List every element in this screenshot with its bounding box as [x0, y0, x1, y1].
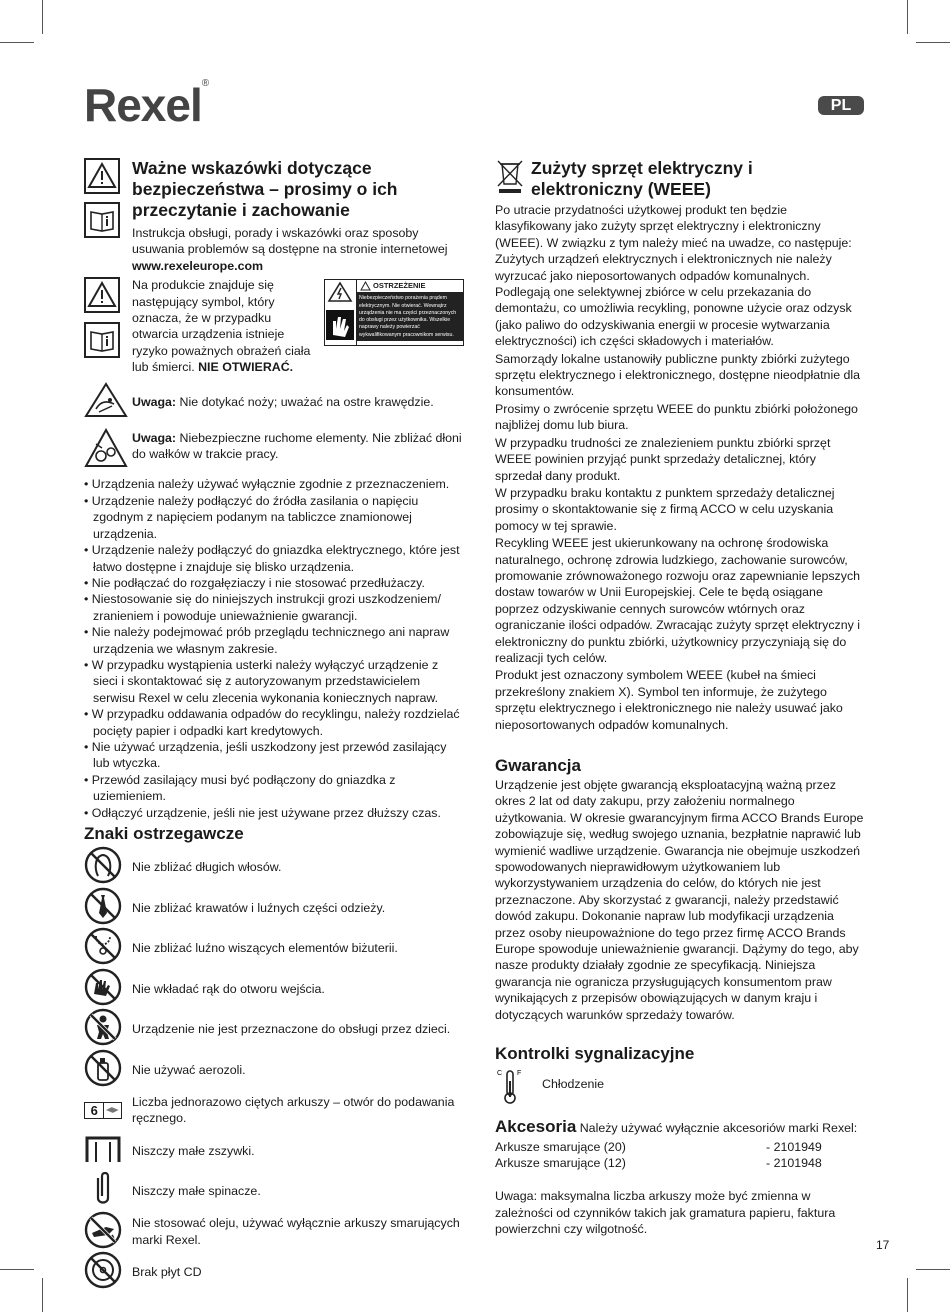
- sign-row: [84, 888, 464, 929]
- warn1-label: Uwaga:: [132, 394, 177, 409]
- electric-warning-icon: [325, 280, 355, 304]
- svg-text:C: C: [497, 1070, 503, 1078]
- no-tie-icon: [84, 887, 122, 925]
- sign-text: Nie zbliżać długich włosów.: [132, 860, 282, 875]
- list-item: Arkusze smarujące (20) - 2101949: [495, 1139, 822, 1154]
- staple-icon: [84, 1134, 122, 1164]
- paperclip-icon: [84, 1170, 122, 1208]
- no-aerosol-icon: [84, 1049, 122, 1087]
- list-item: • Nie należy podejmować prób przeglądu technicznego ani napraw urządzenia we własnym zakresie.: [84, 625, 450, 656]
- accessories-note: Uwaga: maksymalna liczba arkuszy może być zmienna w zależności od czynników takich jak gramatura papieru, faktura powierzchni czy wilgotność.: [495, 1189, 836, 1237]
- language-badge: PL: [818, 96, 864, 115]
- no-oil-icon: [84, 1211, 122, 1249]
- safety-header: [84, 158, 464, 274]
- no-jewellery-icon: [84, 927, 122, 965]
- warn2-label: Uwaga:: [132, 431, 177, 446]
- signs-list: [84, 847, 464, 1293]
- sign-row: [84, 1212, 464, 1253]
- crop-mark: [916, 1269, 950, 1270]
- crop-mark: [0, 1269, 34, 1270]
- weee-paragraph: Recykling WEEE jest ukierunkowany na ochronę środowiska naturalnego, ochronę zdrowia ludzkiego, zachowanie surowców, promowanie zrównoważonego rozwoju oraz zapewnianie lepszych dostaw towarów w Unii Europejskiej. Cele te będą osiągane poprzez odzyskiwanie cennych surowców wtórnych oraz ograniczanie ilości odpadów. Zwracając zużyty sprzęt elektryczny i elektroniczny do punktu zbiórki, użytkownicy przyczyniają się do realizacji tych celów.: [495, 536, 861, 665]
- sign-row: [84, 1050, 464, 1091]
- left-column: [84, 158, 464, 1293]
- safety-title: Ważne wskazówki dotyczące bezpieczeństwa – prosimy o ich przeczytanie i zachowanie: [132, 158, 398, 220]
- manual-icon: [84, 202, 120, 238]
- weee-body: [495, 202, 865, 733]
- accessories-subtitle: Należy używać wyłącznie akcesoriów marki Rexel:: [579, 1121, 858, 1136]
- warn2-text: Niebezpieczne ruchome elementy. Nie zbliżać dłoni do wałków w trakcie pracy.: [132, 431, 462, 462]
- sheet-capacity-badge: 6: [85, 1103, 104, 1118]
- sharp-blade-icon: [84, 382, 128, 418]
- list-item: • Przewód zasilający musi być podłączony do gniazdka z uziemieniem.: [84, 772, 396, 804]
- sign-text: Nie zbliżać luźno wiszących elementów biżuterii.: [132, 941, 398, 956]
- weee-paragraph: Po utracie przydatności użytkowej produkt ten będzie klasyfikowany jako zużyty sprzęt elektryczny i elektroniczny (WEEE). W związku z tym należy mieć na uwadze, co następuje: Zużytych urządzeń elektrycznych i elektronicznych nie należy wyrzucać jako nieposortowanych odpadów komunalnych. Podlegają one selektywnej zbiórce w celu przekazania do demontażu, co umożliwia recykling, ponowne użycie oraz odzysk (jako paliwo do odzyskiwania energii w procesie wytwarzania elektryczności) ich części składowych i materiałów.: [495, 203, 852, 349]
- warranty-text: Urządzenie jest objęte gwarancją eksploatacyjną ważną przez okres 2 lat od daty zakupu, przy założeniu normalnego użytkowania. W okresie gwarancyjnym firma ACCO Brands Europe zobowiązuje się, według swojego uznania, bezpłatnie naprawić lub wymienić wadliwe urządzenie. Gwarancja nie obejmuje uszkodzeń spowodowanych nieprawidłowym użytkowaniem lub wykorzystywaniem urządzenia do celów, do których nie jest przeznaczone. Aby skorzystać z gwarancji, należy przedstawić dowód zakupu. Dokonanie napraw lub modyfikacji urządzenia przez osoby nieupoważnione do tego przez firmę ACCO Brands Europe spowoduje unieważnienie gwarancji. Dążymy do tego, aby nasze produkty działały zgodnie ze specyfikacją. Niniejsza gwarancja nie ogranicza przysługujących konsumentom praw wynikających z przepisów obowiązujących w danym kraju i dotyczących warunków sprzedaży towarów.: [495, 778, 864, 1022]
- cooling-label: Chłodzenie: [542, 1077, 604, 1092]
- weee-bin-icon: [495, 158, 525, 194]
- sheet-capacity-icon: [84, 1102, 122, 1119]
- sign-text: Liczba jednorazowo ciętych arkuszy – otwór do podawania ręcznego.: [132, 1094, 455, 1126]
- list-item: • Nie podłączać do rozgałęziaczy i nie stosować przedłużaczy.: [84, 575, 425, 590]
- warning-label-text: Niebezpieczeństwo porażenia prądem elektrycznym. Nie otwierać. Wewnątrz urządzenia nie ma części przeznaczonych do obsługi przez użytkownika. Wszelkie naprawy należy powierzać wykwalifikowanym pracownikom serwisu.: [357, 293, 463, 341]
- weee-title: Zużyty sprzęt elektryczny i elektroniczny (WEEE): [531, 158, 753, 199]
- crop-mark: [907, 1278, 908, 1312]
- crop-mark: [916, 42, 950, 43]
- sign-text: Urządzenie nie jest przeznaczone do obsługi przez dzieci.: [132, 1022, 451, 1037]
- accessories-header: [495, 1119, 865, 1136]
- sign-row: [84, 1009, 464, 1050]
- sign-text: Nie wkładać rąk do otworu wejścia.: [132, 981, 325, 996]
- list-item: • Urządzenie należy podłączyć do źródła zasilania o napięciu zgodnym z napięciem podanym na tabliczce znamionowej urządzenia.: [84, 493, 419, 541]
- sign-text: Nie stosować oleju, używać wyłącznie arkuszy smarujących marki Rexel.: [132, 1216, 460, 1247]
- sign-text: Niszczy małe zszywki.: [132, 1143, 255, 1158]
- rexel-logo: Rexel®: [84, 78, 209, 131]
- sign-text: Nie zbliżać krawatów i luźnych części odzieży.: [132, 900, 386, 915]
- no-children-icon: [84, 1008, 122, 1046]
- accessories-list: [495, 1139, 865, 1172]
- list-item: • W przypadku wystąpienia usterki należy wyłączyć urządzenie z sieci i skontaktować się z autoryzowanym przedstawicielem serwisu Rexel w celu zlecenia wykonania koniecznych napraw.: [84, 657, 439, 705]
- indicators-title: Kontrolki sygnalizacyjne: [495, 1044, 695, 1064]
- sign-row: [84, 928, 464, 969]
- weee-paragraph: Prosimy o zwrócenie sprzętu WEEE do punktu zbiórki położonego najbliżej domu lub biura.: [495, 401, 858, 433]
- moving-parts-icon: [84, 428, 128, 468]
- list-item: • Niestosowanie się do niniejszych instrukcji grozi uszkodzeniem/ zranieniem i powoduje unieważnienie gwarancji.: [84, 592, 441, 623]
- warn1-text: Nie dotykać noży; uważać na ostre krawędzie.: [179, 394, 434, 409]
- website-link[interactable]: www.rexeleurope.com: [132, 258, 264, 273]
- no-hands-icon: [84, 968, 122, 1006]
- hand-shock-icon: [325, 309, 355, 341]
- crop-mark: [42, 1278, 43, 1312]
- list-item: • Nie używać urządzenia, jeśli uszkodzony jest przewód zasilający lub wtyczka.: [84, 739, 447, 771]
- cooling-indicator: [495, 1067, 865, 1105]
- weee-paragraph: W przypadku braku kontaktu z punktem sprzedaży detalicznej prosimy o skontaktowanie się z firmą ACCO w celu uzyskania pomocy w tej sprawie.: [495, 485, 835, 533]
- sign-row: [84, 1171, 464, 1212]
- list-item: • Urządzenia należy używać wyłącznie zgodnie z przeznaczeniem.: [84, 477, 450, 492]
- list-item: • Odłączyć urządzenie, jeśli nie jest używane przez dłuższy czas.: [84, 805, 441, 820]
- accessories-title: Akcesoria: [495, 1117, 577, 1137]
- no-long-hair-icon: [84, 846, 122, 884]
- warning-label: [324, 279, 464, 346]
- weee-paragraph: Samorządy lokalne ustanowiły publiczne punkty zbiórki zużytego sprzętu elektrycznego i elektronicznego, dostępne nieodpłatnie dla konsumentów.: [495, 351, 861, 399]
- sign-text: Brak płyt CD: [132, 1265, 202, 1280]
- sign-text: Nie używać aerozoli.: [132, 1062, 246, 1077]
- symbol-block: [84, 277, 464, 375]
- weee-paragraph: W przypadku trudności ze znalezieniem punktu zbiórki sprzęt WEEE powinien przyjąć punkt sprzedaży detalicznej, który sprzedał dany produkt.: [495, 435, 831, 483]
- safety-intro: Instrukcja obsługi, porady i wskazówki oraz sposoby usuwania problemów są dostępne na stronie internetowej: [132, 226, 448, 257]
- warranty-title: Gwarancja: [495, 756, 581, 775]
- signs-title: Znaki ostrzegawcze: [84, 824, 244, 843]
- sign-row: [84, 1131, 464, 1172]
- warning-label-title: OSTRZEŻENIE: [373, 281, 426, 291]
- sign-text: Niszczy małe spinacze.: [132, 1184, 261, 1199]
- right-column: [495, 158, 865, 1238]
- warning-triangle-icon: [84, 158, 120, 194]
- manual-icon: [84, 322, 120, 358]
- weee-header: [495, 158, 865, 200]
- weee-paragraph: Produkt jest oznaczony symbolem WEEE (kubeł na śmieci przekreślony znakiem X). Symbol ten informuje, że zużytego sprzętu elektrycznego i elektronicznego nie należy usuwać jako nieposortowanych odpadów komunalnych.: [495, 668, 843, 732]
- sign-row: [84, 1090, 464, 1131]
- blade-warning: [84, 382, 464, 422]
- symbol-text: Na produkcie znajduje się następujący symbol, który oznacza, że w przypadku otwarcia urządzenia istnieje ryzyko poważnych obrażeń ciała lub śmierci.: [132, 278, 311, 375]
- thermometer-icon: [495, 1067, 525, 1105]
- no-cd-icon: [84, 1251, 122, 1289]
- safety-bullet-list: [84, 476, 464, 821]
- list-item: • Urządzenie należy podłączyć do gniazdka elektrycznego, które jest łatwo dostępne i znajduje się blisko urządzenia.: [84, 543, 460, 574]
- warning-triangle-icon: [84, 277, 120, 313]
- sign-row: [84, 847, 464, 888]
- sign-row: [84, 1252, 464, 1293]
- crop-mark: [0, 42, 34, 43]
- list-item: Arkusze smarujące (12) - 2101948: [495, 1155, 822, 1170]
- crop-mark: [42, 0, 43, 34]
- do-not-open: NIE OTWIERAĆ.: [198, 360, 294, 375]
- sign-row: [84, 969, 464, 1010]
- moving-parts-warning: [84, 428, 464, 472]
- page-number: 17: [876, 1238, 890, 1252]
- svg-text:F: F: [517, 1070, 522, 1078]
- list-item: • W przypadku oddawania odpadów do recyklingu, należy rozdzielać pocięty papier i odpadki kart kredytowych.: [84, 707, 460, 738]
- small-warning-icon: [360, 281, 371, 291]
- crop-mark: [907, 0, 908, 34]
